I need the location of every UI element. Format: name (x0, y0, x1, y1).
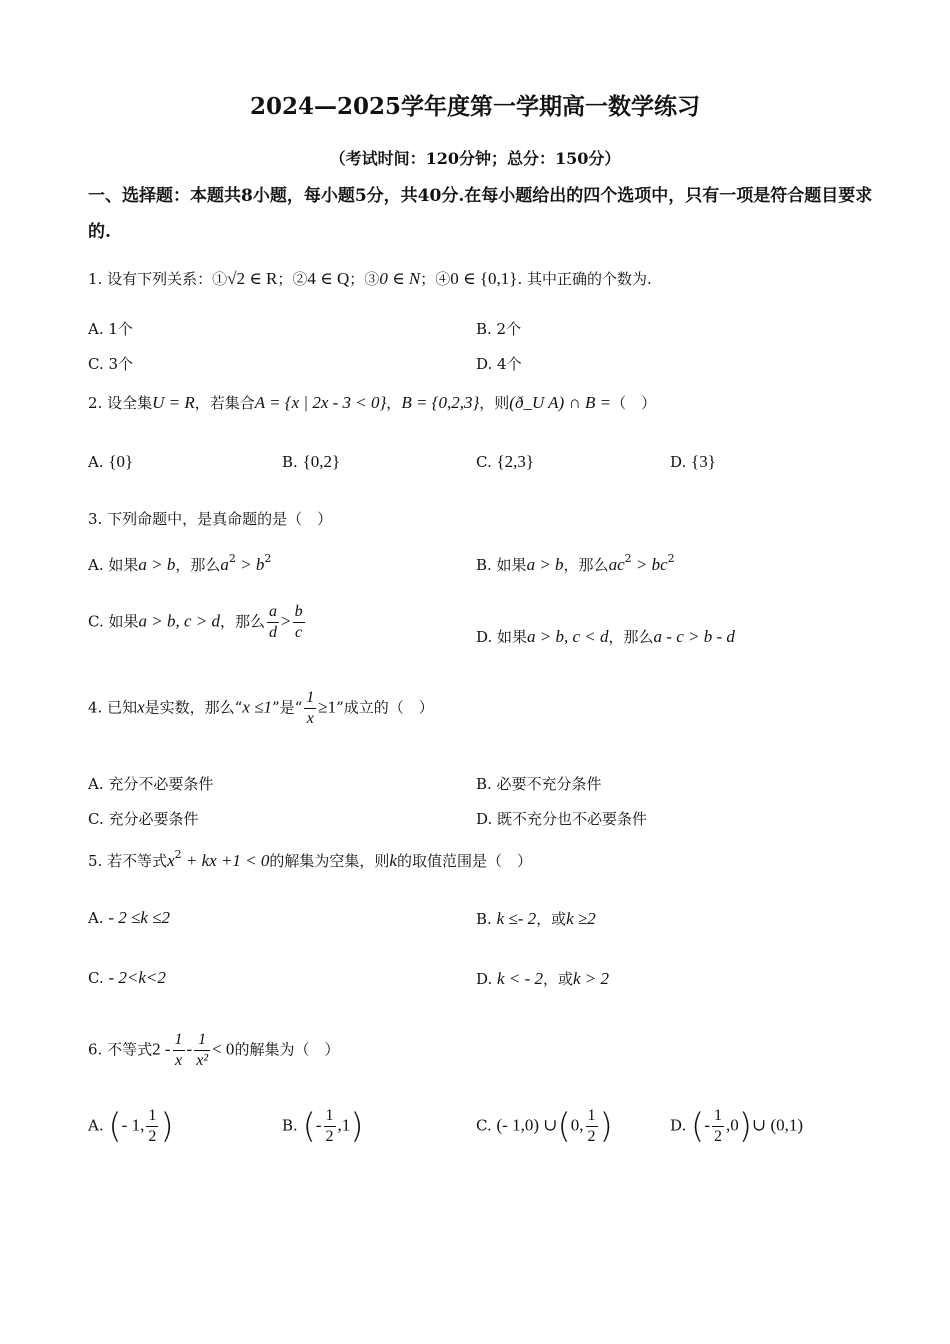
q6-option-c: C. (- 1,0) ∪(0, $\frac{1}{2}$ ) (476, 1106, 613, 1147)
q3-fraction-b-c: $\frac{b}{c}$ (294, 603, 303, 641)
question-1: 1. 设有下列关系：①√2 ∈ R；②4 ∈ Q；③0 ∈ N；④0 ∈ {0,1}. 其中正确的个数为. (88, 269, 652, 288)
q6-option-d: D. (- $\frac{1}{2}$ ,0)∪ (0,1) (670, 1106, 804, 1147)
q3-option-b: B. 如果a > b，那么$ac^2 > bc^2$ (476, 552, 675, 574)
q1-option-a: A. 1个 (88, 320, 133, 338)
q1-relation-2: 4 ∈ Q (307, 269, 350, 288)
question-2: 2. 设全集U = R，若集合A = {x | 2x - 3 < 0}，B = {0,2,3}，则(ð_U A) ∩ B =（ ） (88, 393, 657, 412)
q2-option-c: C. {2,3} (476, 452, 535, 471)
q2-option-a: A. {0} (88, 452, 134, 471)
q5-option-a: A. - 2 ≤k ≤2 (88, 908, 171, 927)
page-title: 2024—2025学年度第一学期高一数学练习 (249, 93, 701, 120)
q6-fraction-1: $\frac{1}{x}$ (174, 1031, 183, 1069)
q4-condition-1: x ≤1 (242, 697, 272, 717)
q1-option-d: D. 4个 (476, 355, 522, 373)
question-3: 3. 下列命题中，是真命题的是（ ） (88, 510, 333, 528)
question-4: 4. 已知x是实数，那么“x ≤1”是“ $\frac{1}{x}$ ≥1”成立的（ ） (88, 689, 434, 727)
q4-option-d: D. 既不充分也不必要条件 (476, 810, 648, 828)
q5-option-b: B. k ≤- 2，或k ≥2 (476, 909, 596, 928)
question-6: 6. 不等式2 - $\frac{1}{x}$ - $\frac{1}{\text{x²}}$ < 0的解集为（ ） (88, 1031, 340, 1069)
q2-option-d: D. {3} (670, 452, 716, 471)
q6-fraction-2: $\frac{1}{\text{x²}}$ (196, 1031, 209, 1069)
q6-option-a: A. (- 1, $\frac{1}{2}$ ) (88, 1106, 174, 1147)
q4-fraction: $\frac{1}{x}$ (306, 689, 315, 727)
q1-option-c: C. 3个 (88, 355, 134, 373)
q3-option-a: A. 如果a > b，那么$a^2 > b^2$ (88, 552, 272, 574)
q1-prefix: 1. 设有下列关系： (88, 270, 213, 288)
q1-relation-3: 0 ∈ N (379, 269, 421, 288)
question-5: 5. 若不等式$x^2$ + kx +1 < 0的解集为空集，则k的取值范围是（ ） (88, 848, 532, 870)
q2-option-b: B. {0,2} (282, 452, 341, 471)
q3-fraction-a-d: $\frac{a}{d}$ (269, 603, 277, 641)
q5-inequality: + kx +1 < 0 (181, 851, 270, 870)
section-heading: 一、选择题：本题共8小题，每小题5分，共40分.在每小题给出的四个选项中，只有一项是符合题目要求的. (88, 186, 873, 242)
q2-set-a: A = {x | 2x - 3 < 0} (254, 393, 387, 412)
exam-info: （考试时间：120分钟；总分：150分） (329, 149, 621, 168)
q1-relation-1: √2 ∈ R (227, 269, 278, 288)
q6-option-b: B. (- $\frac{1}{2}$ ,1) (282, 1106, 364, 1147)
q2-set-b: B = {0,2,3} (401, 393, 480, 412)
q3-option-c: C. 如果a > b, c > d，那么 $\frac{a}{d}$ > $\frac{b}{c}$ (88, 603, 303, 641)
q4-option-b: B. 必要不充分条件 (476, 775, 602, 793)
q4-option-a: A. 充分不必要条件 (88, 775, 214, 793)
q5-option-c: C. - 2<k<2 (88, 968, 166, 987)
q2-expression: (ð_U A) ∩ B = (509, 393, 612, 412)
q5-option-d: D. k < - 2，或k > 2 (476, 969, 610, 988)
q3-option-d: D. 如果a > b, c < d，那么a - c > b - d (476, 627, 735, 646)
q1-relation-4: 0 ∈ {0,1} (450, 269, 518, 288)
q4-option-c: C. 充分必要条件 (88, 810, 199, 828)
q1-option-b: B. 2个 (476, 320, 522, 338)
q2-universal-set: U = R (152, 393, 195, 412)
